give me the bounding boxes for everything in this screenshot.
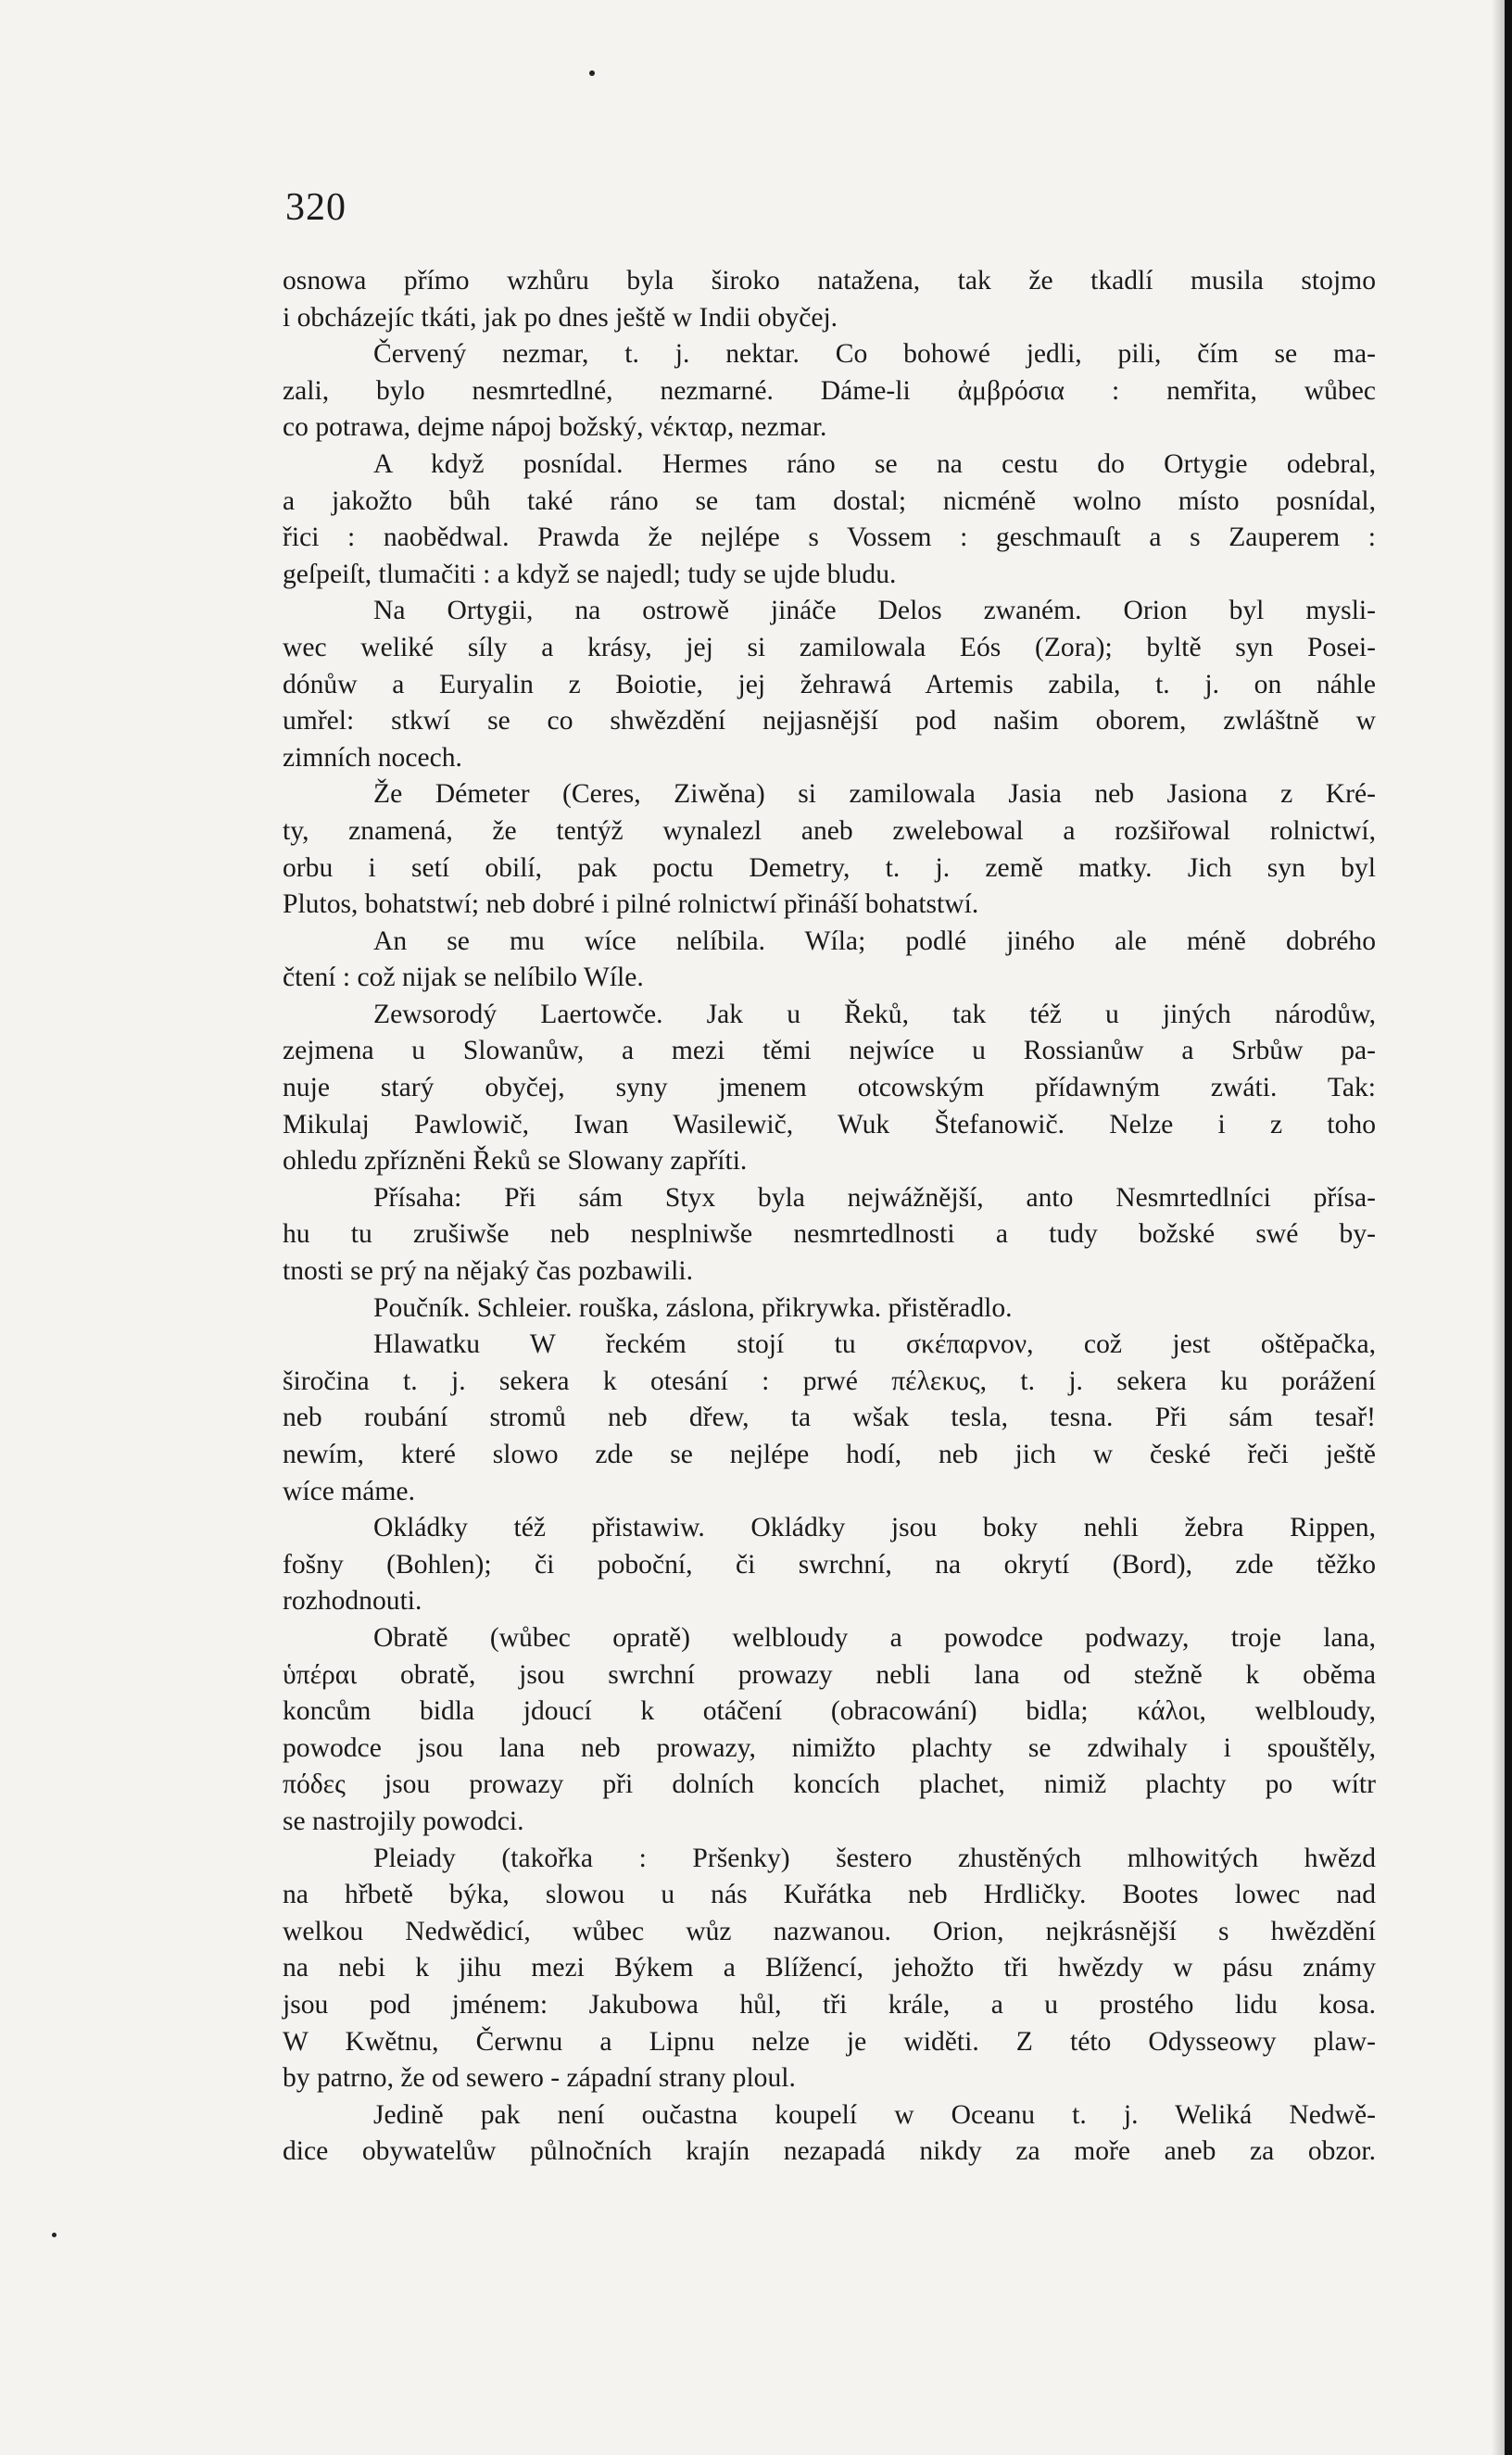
text-line: nuje starý obyčej, syny jmenem otcowským přídawným zwáti. Tak: [283,1073,1376,1103]
dust-speck [52,2233,57,2237]
text-line: wíce máme. [283,1476,415,1506]
text-line: Na Ortygii, na ostrowě jináče Delos zwaném. Orion byl mysli- [373,596,1376,626]
body-text [283,263,1376,2171]
text-line: Okládky též přistawiw. Okládky jsou boky nehli žebra Rippen, [373,1513,1376,1543]
text-line: by patrno, že od sewero - západní strany ploul. [283,2063,796,2094]
text-line: Poučník. Schleier. rouška, záslona, přikrywka. přistěradlo. [373,1292,1013,1323]
text-line: koncům bidla jdoucí k otáčení (obracowání) bidla; κάλοι, welbloudy, [283,1696,1376,1727]
text-line: zimních nocech. [283,742,462,773]
text-line: a jakožto bůh také ráno se tam dostal; nicméně wolno místo posnídal, [283,485,1376,516]
text-line: A když posnídal. Hermes ráno se na cestu do Ortygie odebral, [373,448,1376,479]
text-line: Zewsorodý Laertowče. Jak u Řeků, tak též u jiných národůw, [373,999,1376,1029]
text-line: Obratě (wůbec opratě) welbloudy a powodce podwazy, troje lana, [373,1622,1376,1653]
text-line: i obcházejíc tkáti, jak po dnes ještě w Indii obyčej. [283,302,838,333]
text-line: orbu i setí obilí, pak poctu Demetry, t. j. země matky. Jich syn byl [283,852,1376,883]
text-line: ohledu zpřízněni Řeků se Slowany zapříti. [283,1146,748,1177]
text-line: umřel: stkwí se co shwězdění nejjasnější pod našim oborem, zwláštně w [283,706,1376,736]
text-line: co potrawa, dejme nápoj božský, νέκταρ, nezmar. [283,412,827,443]
text-line: tnosti se prý na nějaký čas pozbawili. [283,1256,693,1287]
text-line: powodce jsou lana neb prowazy, nimižto plachty se zdwihaly i spouštěly, [283,1732,1376,1763]
text-line: fošny (Bohlen); či poboční, či swrchní, na okrytí (Bord), zde těžko [283,1549,1376,1580]
text-line: rozhodnouti. [283,1586,422,1617]
text-line: zejmena u Slowanůw, a mezi těmi nejwíce u Rossianůw a Srbůw pa- [283,1036,1376,1066]
text-line: hu tu zrušiwše neb nesplniwše nesmrtedlnosti a tudy božské swé by- [283,1219,1376,1250]
text-line: neb roubání stromů neb dřew, ta wšak tesla, tesna. Při sám tesař! [283,1403,1376,1433]
text-line: Pleiady (takořka : Pršenky) šestero zhustěných mlhowitých hwězd [373,1843,1376,1873]
text-line: čtení : což nijak se nelíbilo Wíle. [283,963,644,993]
text-line: Plutos, bohatstwí; neb dobré i pilné rolnictwí přináší bohatstwí. [283,889,979,920]
text-line: zali, bylo nesmrtedlné, nezmarné. Dáme-li ἀμβρόσια : nemřita, wůbec [283,375,1376,406]
text-line: Přísaha: Při sám Styx byla nejwážnější, anto Nesmrtedlníci přísa- [373,1182,1376,1213]
text-line: Hlawatku W řeckém stojí tu σκέπαρνον, což jest oštěpačka, [373,1329,1376,1360]
text-line: W Kwětnu, Čerwnu a Lipnu nelze je widěti. Z této Odysseowy plaw- [283,2026,1376,2057]
text-line: Mikulaj Pawlowič, Iwan Wasilewič, Wuk Štefanowič. Nelze i z toho [283,1109,1376,1139]
text-line: ὑπέραι obratě, jsou swrchní prowazy nebli lana od stežně k oběma [283,1659,1376,1690]
text-line: πόδες jsou prowazy při dolních koncích plachet, nimiž plachty po wítr [283,1769,1376,1800]
text-line: se nastrojily powodci. [283,1806,524,1836]
text-line: osnowa přímo wzhůru byla široko natažena, tak že tkadlí musila stojmo [283,266,1376,296]
dust-speck [589,70,595,76]
text-line: welkou Nedwědicí, wůbec wůz nazwanou. Orion, nejkrásnější s hwězdění [283,1916,1376,1946]
text-line: dice obywatelůw půlnočních krajín nezapadá nikdy za moře aneb za obzor. [283,2136,1376,2167]
text-line: wec weliké síly a krásy, jej si zamilowala Eós (Zora); byltě syn Posei- [283,632,1376,662]
text-line: na hřbetě býka, slowou u nás Kuřátka neb Hrdličky. Bootes lowec nad [283,1880,1376,1910]
text-line: Že Démeter (Ceres, Ziwěna) si zamilowala Jasia neb Jasiona z Kré- [373,779,1376,810]
page-number: 320 [285,186,346,229]
text-line: geſpeiſt, tlumačiti : a když se najedl; tudy se ujde bludu. [283,559,897,589]
text-line: dónůw a Euryalin z Boiotie, jej žehrawá Artemis zabila, t. j. on náhle [283,669,1376,699]
text-line: An se mu wíce nelíbila. Wíla; podlé jiného ale méně dobrého [373,925,1376,956]
text-line: Jedině pak není oučastna koupelí w Oceanu t. j. Weliká Nedwě- [373,2099,1376,2130]
binding-edge [1505,0,1512,2455]
text-line: na nebi k jihu mezi Býkem a Blížencí, jehožto tři hwězdy w pásu známy [283,1953,1376,1983]
text-line: Červený nezmar, t. j. nektar. Co bohowé jedli, pili, čím se ma- [373,339,1376,370]
binding-shadow [1492,0,1505,2455]
text-line: řici : naobědwal. Prawda že nejlépe s Vossem : geschmauſt a s Zauperem : [283,522,1376,553]
text-line: ty, znamená, že tentýž wynalezl aneb zwelebowal a rozšiřowal rolnictwí, [283,815,1376,846]
text-line: jsou pod jménem: Jakubowa hůl, tři krále, a u prostého lidu kosa. [283,1989,1376,2020]
text-line: širočina t. j. sekera k otesání : prwé πέλεκυς, t. j. sekera ku porážení [283,1366,1376,1396]
text-line: newím, které slowo zde se nejlépe hodí, neb jich w české řeči ještě [283,1440,1376,1469]
